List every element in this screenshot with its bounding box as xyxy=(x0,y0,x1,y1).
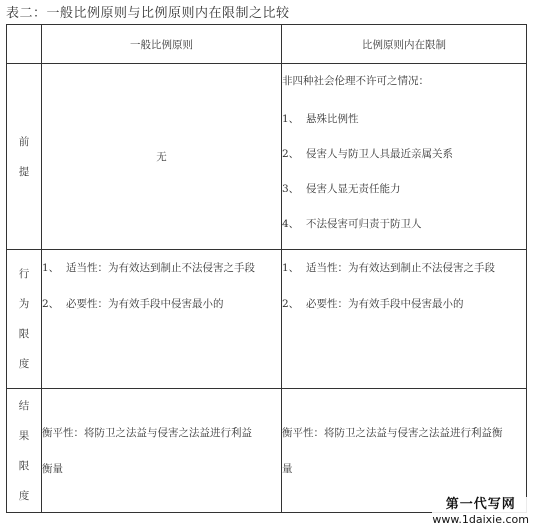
comparison-table xyxy=(6,24,527,513)
result-limit-cell: 衡平性：将防卫之法益与侵害之法益进行利益衡 量 xyxy=(282,389,527,513)
row-label-conduct-limit: 行 为 限 度 xyxy=(7,250,42,389)
header-general: 一般比例原则 xyxy=(42,25,282,64)
premise-intro: 非四种社会伦理不许可之情况： xyxy=(282,75,429,87)
list-item: 1、 悬殊比例性 xyxy=(282,113,359,125)
table-row xyxy=(7,64,527,250)
list-item: 4、 不法侵害可归责于防卫人 xyxy=(282,218,422,230)
premise-limit-cell xyxy=(282,64,527,250)
list-item: 1、 适当性：为有效达到制止不法侵害之手段 xyxy=(42,262,255,274)
corner-cell xyxy=(7,25,42,64)
list-item: 3、 侵害人显无责任能力 xyxy=(282,183,401,195)
table-header-row xyxy=(7,25,527,64)
site-watermark: 第一代写网 www.1daixie.com xyxy=(432,497,529,526)
list-item: 1、 适当性：为有效达到制止不法侵害之手段 xyxy=(282,262,495,274)
header-limit: 比例原则内在限制 xyxy=(282,25,527,64)
row-label-result-limit: 结 果 限 度 xyxy=(7,389,42,513)
row-label-premise: 前 提 xyxy=(7,64,42,250)
premise-general-cell: 无 xyxy=(42,64,282,250)
table-row xyxy=(7,250,527,389)
table-row xyxy=(7,389,527,513)
conduct-limit-cell xyxy=(282,250,527,389)
list-item: 2、 侵害人与防卫人具最近亲属关系 xyxy=(282,148,453,160)
list-item: 2、 必要性：为有效手段中侵害最小的 xyxy=(42,298,224,310)
conduct-general-cell xyxy=(42,250,282,389)
result-general-cell: 衡平性：将防卫之法益与侵害之法益进行利益 衡量 xyxy=(42,389,282,513)
list-item: 2、 必要性：为有效手段中侵害最小的 xyxy=(282,298,464,310)
table-caption: 表二：一般比例原则与比例原则内在限制之比较 xyxy=(6,6,290,21)
